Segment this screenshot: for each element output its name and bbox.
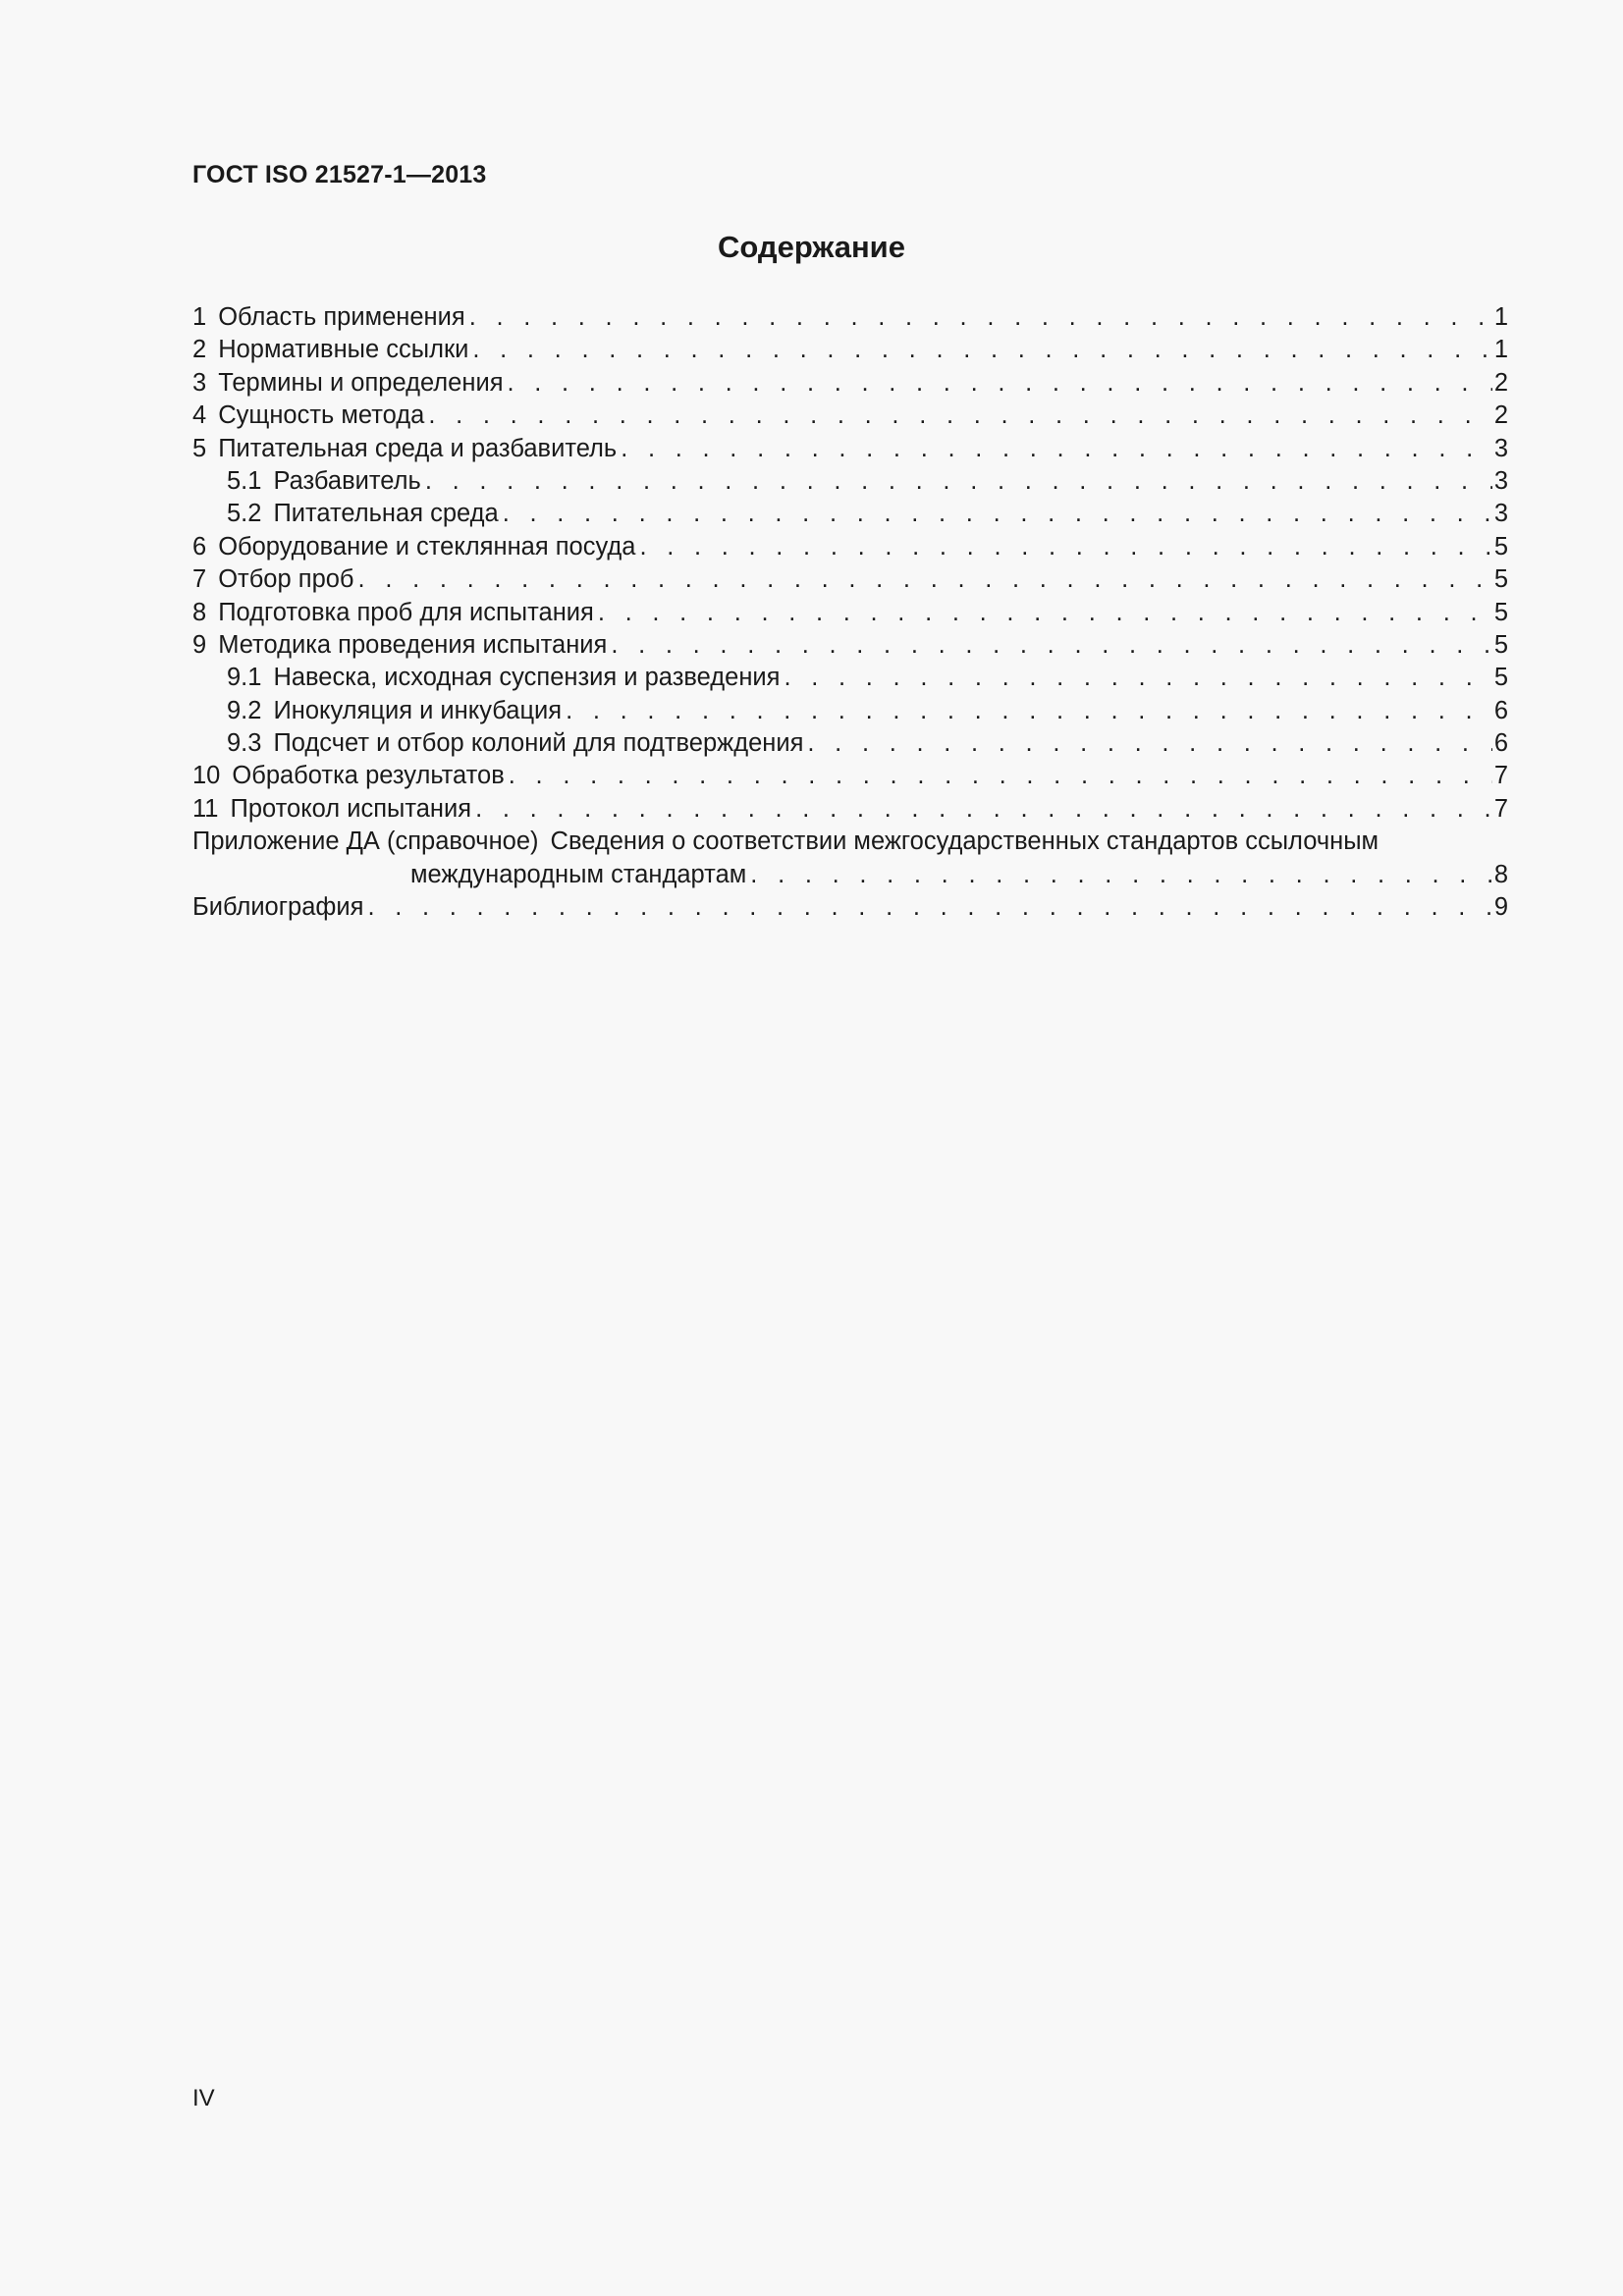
toc-entry-page: 3 bbox=[1493, 466, 1508, 495]
toc-entry-label: Питательная среда bbox=[273, 500, 499, 528]
toc-entry-page: 9 bbox=[1493, 893, 1508, 922]
toc-entry-9-1[interactable] bbox=[192, 662, 1508, 694]
toc-entry-number: 5.2 bbox=[227, 500, 262, 528]
toc-entry-10[interactable] bbox=[192, 760, 1508, 792]
dot-leader bbox=[428, 400, 1491, 432]
toc-entry-label: Область применения bbox=[218, 303, 465, 331]
toc-entry-label: Термины и определения bbox=[218, 368, 504, 397]
toc-entry-5[interactable] bbox=[192, 433, 1508, 465]
toc-entry-label: Питательная среда и разбавитель bbox=[218, 434, 618, 462]
dot-leader bbox=[509, 760, 1492, 792]
toc-entry-number: 9 bbox=[192, 630, 207, 659]
table-of-contents bbox=[192, 301, 1508, 924]
toc-entry-label: Обработка результатов bbox=[232, 762, 505, 790]
toc-entry-page: 1 bbox=[1493, 336, 1508, 364]
dot-leader bbox=[807, 727, 1491, 760]
toc-annex-entry[interactable] bbox=[192, 826, 1508, 858]
dot-leader bbox=[784, 662, 1491, 694]
toc-entry-label: Подготовка проб для испытания bbox=[218, 598, 594, 626]
toc-entry-5-2[interactable] bbox=[192, 498, 1508, 530]
dot-leader bbox=[475, 793, 1492, 826]
toc-entry-number: 11 bbox=[192, 794, 219, 823]
toc-entry-7[interactable] bbox=[192, 563, 1508, 596]
toc-entry-label: Методика проведения испытания bbox=[218, 630, 608, 659]
annex-label: Приложение ДА (справочное) bbox=[192, 828, 539, 856]
toc-entry-page: 5 bbox=[1493, 565, 1508, 594]
toc-entry-page: 2 bbox=[1493, 368, 1508, 397]
dot-leader bbox=[621, 433, 1492, 465]
toc-entry-9-2[interactable] bbox=[192, 695, 1508, 727]
toc-entry-label: Инокуляция и инкубация bbox=[273, 696, 563, 724]
toc-heading: Содержание bbox=[718, 230, 905, 264]
toc-entry-number: 7 bbox=[192, 565, 207, 594]
toc-entry-page: 7 bbox=[1493, 794, 1508, 823]
toc-entry-label: Оборудование и стеклянная посуда bbox=[218, 532, 636, 561]
toc-entry-1[interactable] bbox=[192, 301, 1508, 334]
toc-entry-page: 5 bbox=[1493, 664, 1508, 692]
dot-leader bbox=[503, 498, 1492, 530]
toc-entry-9[interactable] bbox=[192, 629, 1508, 662]
toc-entry-page: 6 bbox=[1493, 696, 1508, 724]
toc-entry-label: Сущность метода bbox=[218, 401, 425, 430]
toc-entry-11[interactable] bbox=[192, 793, 1508, 826]
toc-entry-6[interactable] bbox=[192, 531, 1508, 563]
dot-leader bbox=[425, 465, 1492, 498]
toc-entry-page: 6 bbox=[1493, 729, 1508, 758]
toc-entry-number: 5 bbox=[192, 434, 207, 462]
annex-description-line2: международным стандартам bbox=[410, 860, 747, 888]
toc-entry-number: 5.1 bbox=[227, 466, 262, 495]
toc-entry-page: 7 bbox=[1493, 762, 1508, 790]
dot-leader bbox=[469, 301, 1492, 334]
toc-entry-number: 2 bbox=[192, 336, 207, 364]
dot-leader bbox=[358, 563, 1492, 596]
toc-entry-page: 2 bbox=[1493, 401, 1508, 430]
toc-entry-page: 5 bbox=[1493, 630, 1508, 659]
toc-entry-page: 3 bbox=[1493, 434, 1508, 462]
toc-entry-3[interactable] bbox=[192, 367, 1508, 400]
toc-annex-continuation[interactable] bbox=[192, 859, 1508, 891]
toc-entry-9-3[interactable] bbox=[192, 727, 1508, 760]
toc-entry-page: 5 bbox=[1493, 532, 1508, 561]
toc-entry-page: 1 bbox=[1493, 303, 1508, 331]
dot-leader bbox=[611, 629, 1491, 662]
toc-entry-number: 1 bbox=[192, 303, 207, 331]
dot-leader bbox=[750, 859, 1492, 891]
bibliography-label: Библиография bbox=[192, 893, 364, 922]
toc-entry-number: 10 bbox=[192, 762, 221, 790]
dot-leader bbox=[639, 531, 1491, 563]
toc-entry-number: 8 bbox=[192, 598, 207, 626]
dot-leader bbox=[598, 597, 1492, 629]
toc-entry-label: Отбор проб bbox=[218, 565, 354, 594]
document-header-id: ГОСТ ISO 21527-1—2013 bbox=[192, 161, 487, 188]
toc-entry-number: 3 bbox=[192, 368, 207, 397]
toc-entry-page: 3 bbox=[1493, 500, 1508, 528]
toc-entry-page: 5 bbox=[1493, 598, 1508, 626]
annex-description-line1: Сведения о соответствии межгосударственных стандартов ссылочным bbox=[550, 828, 1380, 856]
toc-entry-label: Навеска, исходная суспензия и разведения bbox=[273, 664, 781, 692]
toc-entry-label: Нормативные ссылки bbox=[218, 336, 469, 364]
toc-entry-number: 6 bbox=[192, 532, 207, 561]
toc-entry-page: 8 bbox=[1493, 860, 1508, 888]
toc-entry-4[interactable] bbox=[192, 400, 1508, 432]
dot-leader bbox=[472, 334, 1491, 366]
toc-entry-number: 9.3 bbox=[227, 729, 262, 758]
toc-entry-number: 9.2 bbox=[227, 696, 262, 724]
page-number: IV bbox=[192, 2085, 215, 2111]
dot-leader bbox=[508, 367, 1492, 400]
toc-entry-2[interactable] bbox=[192, 334, 1508, 366]
toc-entry-8[interactable] bbox=[192, 597, 1508, 629]
toc-entry-label: Протокол испытания bbox=[230, 794, 472, 823]
toc-entry-number: 9.1 bbox=[227, 664, 262, 692]
toc-entry-label: Разбавитель bbox=[273, 466, 421, 495]
toc-bibliography-entry[interactable] bbox=[192, 891, 1508, 924]
toc-entry-number: 4 bbox=[192, 401, 207, 430]
dot-leader bbox=[566, 695, 1492, 727]
toc-entry-label: Подсчет и отбор колоний для подтверждения bbox=[273, 729, 804, 758]
dot-leader bbox=[367, 891, 1491, 924]
toc-entry-5-1[interactable] bbox=[192, 465, 1508, 498]
